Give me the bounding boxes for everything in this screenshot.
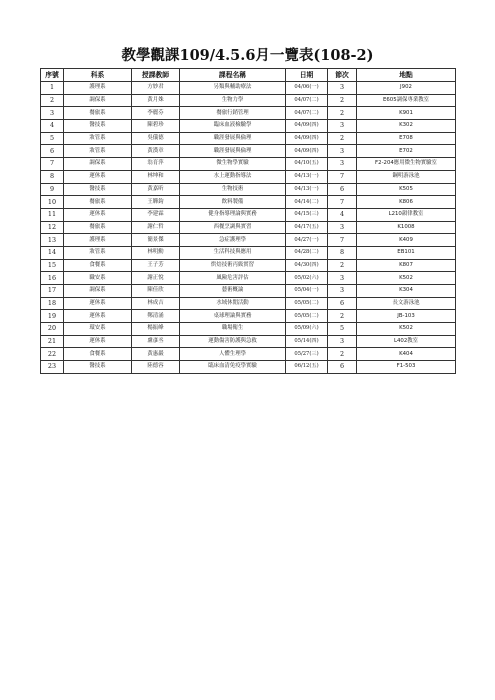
cell-date: 04/07(二): [286, 107, 328, 120]
cell-number: 20: [41, 323, 64, 336]
cell-teacher: 李麗芬: [132, 107, 180, 120]
cell-teacher: 黃嘉昕: [132, 183, 180, 196]
table-row: [41, 348, 456, 361]
cell-period: 6: [328, 361, 357, 374]
cell-date: 04/15(三): [286, 208, 328, 221]
cell-number: 5: [41, 132, 64, 145]
cell-date: 04/09(四): [286, 145, 328, 158]
cell-location: E605調保專業教室: [357, 94, 456, 107]
cell-period: 2: [328, 259, 357, 272]
cell-course: 藝術概論: [180, 285, 286, 298]
cell-number: 17: [41, 285, 64, 298]
table-row: [41, 259, 456, 272]
cell-date: 04/17(五): [286, 221, 328, 234]
cell-date: 05/05(二): [286, 310, 328, 323]
cell-period: 7: [328, 170, 357, 183]
cell-location: K1008: [357, 221, 456, 234]
cell-teacher: 吳儀德: [132, 132, 180, 145]
cell-department: 醫技系: [64, 120, 132, 133]
cell-course: 臨床血清免疫學實驗: [180, 361, 286, 374]
cell-period: 3: [328, 221, 357, 234]
cell-location: K901: [357, 107, 456, 120]
cell-date: 04/14(二): [286, 196, 328, 209]
cell-number: 8: [41, 170, 64, 183]
table-row: [41, 208, 456, 221]
table-row: [41, 183, 456, 196]
cell-location: K806: [357, 196, 456, 209]
cell-course: 水上運動指導法: [180, 170, 286, 183]
cell-teacher: 黃漢章: [132, 145, 180, 158]
cell-period: 8: [328, 246, 357, 259]
cell-teacher: 黃月姝: [132, 94, 180, 107]
cell-date: 06/12(五): [286, 361, 328, 374]
cell-location: JB-103: [357, 310, 456, 323]
cell-location: K505: [357, 183, 456, 196]
cell-course: 飲料製備: [180, 196, 286, 209]
cell-number: 12: [41, 221, 64, 234]
cell-period: 2: [328, 348, 357, 361]
cell-date: 04/09(四): [286, 120, 328, 133]
cell-department: 妝管系: [64, 246, 132, 259]
cell-department: 餐旅系: [64, 196, 132, 209]
cell-date: 04/30(四): [286, 259, 328, 272]
table-row: [41, 234, 456, 247]
cell-department: 調保系: [64, 285, 132, 298]
table-row: [41, 120, 456, 133]
col-header-course: 課程名稱: [180, 69, 286, 82]
cell-teacher: 林坤和: [132, 170, 180, 183]
cell-date: 04/06(一): [286, 82, 328, 95]
cell-department: 運休系: [64, 297, 132, 310]
cell-period: 3: [328, 272, 357, 285]
cell-teacher: 謝正悅: [132, 272, 180, 285]
table-row: [41, 158, 456, 171]
header-row: [41, 69, 456, 82]
cell-period: 3: [328, 158, 357, 171]
cell-number: 1: [41, 82, 64, 95]
cell-period: 4: [328, 208, 357, 221]
cell-date: 05/27(三): [286, 348, 328, 361]
table-row: [41, 145, 456, 158]
cell-period: 2: [328, 132, 357, 145]
col-header-department: 科系: [64, 69, 132, 82]
cell-date: 05/05(二): [286, 297, 328, 310]
col-header-location: 地點: [357, 69, 456, 82]
table-row: [41, 361, 456, 374]
cell-course: 運動傷害防護與急救: [180, 335, 286, 348]
col-header-number: 序號: [41, 69, 64, 82]
cell-period: 6: [328, 183, 357, 196]
cell-course: 職涯發展與倫理: [180, 145, 286, 158]
cell-teacher: 林明勳: [132, 246, 180, 259]
table-row: [41, 107, 456, 120]
cell-date: 04/27(一): [286, 234, 328, 247]
cell-number: 16: [41, 272, 64, 285]
cell-course: 人體生理學: [180, 348, 286, 361]
cell-period: 3: [328, 335, 357, 348]
cell-number: 6: [41, 145, 64, 158]
cell-course: 水域休閒活動: [180, 297, 286, 310]
table-row: [41, 196, 456, 209]
cell-teacher: 王韡鈞: [132, 196, 180, 209]
cell-course: 臨床血液檢驗學: [180, 120, 286, 133]
cell-department: 護理系: [64, 234, 132, 247]
cell-date: 05/09(六): [286, 323, 328, 336]
table-row: [41, 272, 456, 285]
cell-teacher: 陸德容: [132, 361, 180, 374]
col-header-period: 節次: [328, 69, 357, 82]
cell-number: 10: [41, 196, 64, 209]
cell-teacher: 鄭清涌: [132, 310, 180, 323]
cell-number: 22: [41, 348, 64, 361]
cell-location: F1-503: [357, 361, 456, 374]
col-header-teacher: 授課教師: [132, 69, 180, 82]
cell-location: K302: [357, 120, 456, 133]
cell-department: 食餐系: [64, 259, 132, 272]
cell-location: F2-204應用微生物實驗室: [357, 158, 456, 171]
cell-number: 7: [41, 158, 64, 171]
cell-period: 7: [328, 234, 357, 247]
cell-date: 04/07(二): [286, 94, 328, 107]
cell-department: 職安系: [64, 272, 132, 285]
cell-location: K404: [357, 348, 456, 361]
cell-department: 妝管系: [64, 145, 132, 158]
cell-course: 急症護理學: [180, 234, 286, 247]
cell-course: 另類與輔助療法: [180, 82, 286, 95]
cell-department: 醫技系: [64, 183, 132, 196]
cell-department: 調保系: [64, 94, 132, 107]
cell-number: 15: [41, 259, 64, 272]
cell-teacher: 陳碧珍: [132, 120, 180, 133]
cell-date: 04/10(五): [286, 158, 328, 171]
page-title: 教學觀課109/4.5.6月一覽表(108-2): [121, 47, 374, 64]
table-row: [41, 82, 456, 95]
cell-number: 18: [41, 297, 64, 310]
cell-course: 健身指導理論與實務: [180, 208, 286, 221]
table-row: [41, 94, 456, 107]
cell-location: 長文游泳池: [357, 297, 456, 310]
table-body: [41, 82, 456, 374]
table-row: [41, 221, 456, 234]
cell-date: 04/09(四): [286, 132, 328, 145]
cell-teacher: 楊振峰: [132, 323, 180, 336]
cell-location: K409: [357, 234, 456, 247]
cell-number: 3: [41, 107, 64, 120]
cell-teacher: 簡景傑: [132, 234, 180, 247]
cell-period: 5: [328, 323, 357, 336]
cell-period: 3: [328, 145, 357, 158]
cell-department: 運休系: [64, 208, 132, 221]
cell-department: 運休系: [64, 170, 132, 183]
cell-date: 04/13(一): [286, 170, 328, 183]
cell-department: 食餐系: [64, 348, 132, 361]
cell-location: L210韻律教室: [357, 208, 456, 221]
table-row: [41, 335, 456, 348]
table-row: [41, 297, 456, 310]
cell-department: 運休系: [64, 310, 132, 323]
cell-location: E702: [357, 145, 456, 158]
cell-course: 餐旅行銷管理: [180, 107, 286, 120]
table-row: [41, 170, 456, 183]
cell-period: 3: [328, 82, 357, 95]
cell-teacher: 陳佳欣: [132, 285, 180, 298]
table-row: [41, 310, 456, 323]
cell-location: L402教室: [357, 335, 456, 348]
cell-number: 13: [41, 234, 64, 247]
cell-number: 2: [41, 94, 64, 107]
cell-date: 04/28(二): [286, 246, 328, 259]
cell-course: 微生物學實驗: [180, 158, 286, 171]
cell-course: 西餐烹調與實習: [180, 221, 286, 234]
col-header-date: 日期: [286, 69, 328, 82]
cell-course: 桌球理論與實務: [180, 310, 286, 323]
cell-teacher: 方妙君: [132, 82, 180, 95]
cell-location: 鋼明游泳池: [357, 170, 456, 183]
cell-period: 2: [328, 310, 357, 323]
table-row: [41, 246, 456, 259]
cell-teacher: 黃惠巖: [132, 348, 180, 361]
cell-department: 醫技系: [64, 361, 132, 374]
cell-teacher: 李建霖: [132, 208, 180, 221]
cell-date: 05/14(四): [286, 335, 328, 348]
table-row: [41, 323, 456, 336]
cell-teacher: 盧彥丞: [132, 335, 180, 348]
cell-department: 運休系: [64, 335, 132, 348]
cell-period: 3: [328, 285, 357, 298]
cell-department: 餐旅系: [64, 221, 132, 234]
cell-date: 04/13(一): [286, 183, 328, 196]
cell-teacher: 翁育萍: [132, 158, 180, 171]
cell-course: 生物力學: [180, 94, 286, 107]
cell-course: 職涯發展與倫理: [180, 132, 286, 145]
cell-number: 19: [41, 310, 64, 323]
cell-period: 2: [328, 94, 357, 107]
cell-date: 05/02(六): [286, 272, 328, 285]
cell-period: 3: [328, 120, 357, 133]
table-row: [41, 132, 456, 145]
cell-course: 風險危害評估: [180, 272, 286, 285]
cell-period: 2: [328, 107, 357, 120]
cell-number: 4: [41, 120, 64, 133]
cell-location: K502: [357, 323, 456, 336]
cell-course: 生物技術: [180, 183, 286, 196]
cell-teacher: 王子芳: [132, 259, 180, 272]
cell-period: 7: [328, 196, 357, 209]
cell-number: 14: [41, 246, 64, 259]
cell-location: K304: [357, 285, 456, 298]
cell-location: EB101: [357, 246, 456, 259]
cell-period: 6: [328, 297, 357, 310]
cell-department: 妝管系: [64, 132, 132, 145]
cell-location: K807: [357, 259, 456, 272]
cell-course: 職場衛生: [180, 323, 286, 336]
cell-number: 9: [41, 183, 64, 196]
cell-number: 11: [41, 208, 64, 221]
cell-teacher: 謝仁哲: [132, 221, 180, 234]
cell-course: 烘焙技術丙級實習: [180, 259, 286, 272]
cell-department: 餐旅系: [64, 107, 132, 120]
cell-department: 調保系: [64, 158, 132, 171]
cell-location: K502: [357, 272, 456, 285]
table-row: [41, 285, 456, 298]
cell-department: 環安系: [64, 323, 132, 336]
cell-number: 21: [41, 335, 64, 348]
observation-schedule-table: [40, 68, 456, 374]
cell-teacher: 林成吉: [132, 297, 180, 310]
cell-number: 23: [41, 361, 64, 374]
cell-location: E708: [357, 132, 456, 145]
cell-date: 05/04(一): [286, 285, 328, 298]
cell-department: 護理系: [64, 82, 132, 95]
cell-location: J902: [357, 82, 456, 95]
cell-course: 生活科技與應用: [180, 246, 286, 259]
